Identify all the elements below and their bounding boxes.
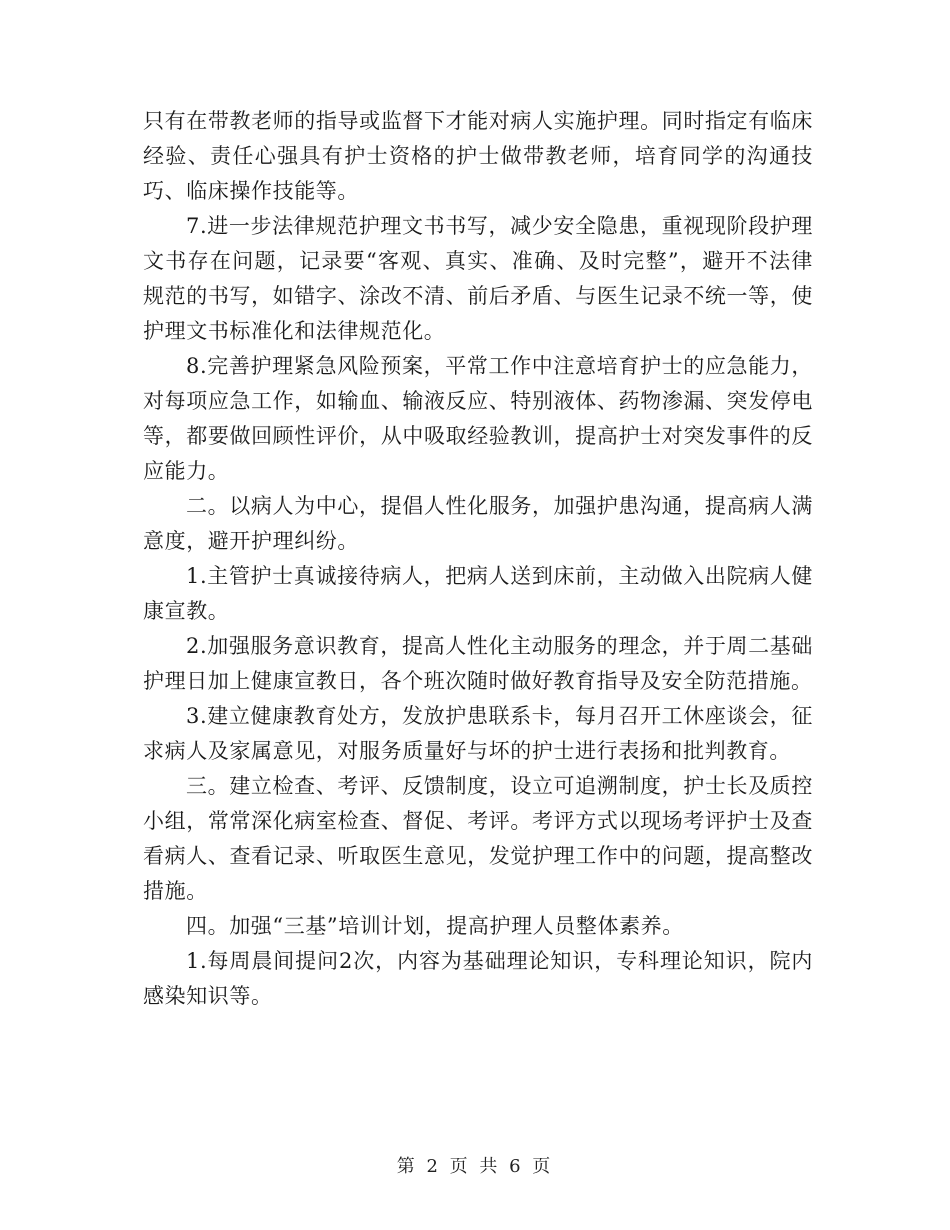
paragraph-1: 只有在带教老师的指导或监督下才能对病人实施护理。同时指定有临床经验、责任心强具有护士资格的护士做带教老师，培育同学的沟通技巧、临床操作技能等。: [143, 109, 813, 203]
paragraph-8: 三。建立检查、考评、反馈制度，设立可追溯制度，护士长及质控小组，常常深化病室检查、督促、考评。考评方式以现场考评护士及查看病人、查看记录、听取医生意见，发觉护理工作中的问题，提高整改措施。: [143, 774, 813, 903]
paragraph-3: 8.完善护理紧急风险预案，平常工作中注意培育护士的应急能力，对每项应急工作，如输血、输液反应、特别液体、药物渗漏、突发停电等，都要做回顾性评价，从中吸取经验教训，提高护士对突发事件的反应能力。: [143, 354, 813, 483]
paragraph-6: 2.加强服务意识教育，提高人性化主动服务的理念，并于周二基础护理日加上健康宣教日，各个班次随时做好教育指导及安全防范措施。: [143, 634, 813, 693]
paragraph-10: 1.每周晨间提问2次，内容为基础理论知识，专科理论知识，院内感染知识等。: [143, 949, 813, 1008]
paragraph-7: 3.建立健康教育处方，发放护患联系卡，每月召开工休座谈会，征求病人及家属意见，对服务质量好与坏的护士进行表扬和批判教育。: [143, 704, 813, 763]
document-body: [143, 104, 813, 1014]
paragraph-5: 1.主管护士真诚接待病人，把病人送到床前，主动做入出院病人健康宣教。: [143, 564, 813, 623]
page-number-footer: 第 2 页 共 6 页: [396, 1156, 554, 1177]
paragraph-4: 二。以病人为中心，提倡人性化服务，加强护患沟通，提高病人满意度，避开护理纠纷。: [143, 494, 813, 553]
paragraph-2: 7.进一步法律规范护理文书书写，减少安全隐患，重视现阶段护理文书存在问题，记录要“客观、真实、准确、及时完整”，避开不法律规范的书写，如错字、涂改不清、前后矛盾、与医生记录不统一等，使护理文书标准化和法律规范化。: [143, 214, 813, 343]
paragraph-9: 四。加强“三基”培训计划，提高护理人员整体素养。: [186, 914, 684, 938]
